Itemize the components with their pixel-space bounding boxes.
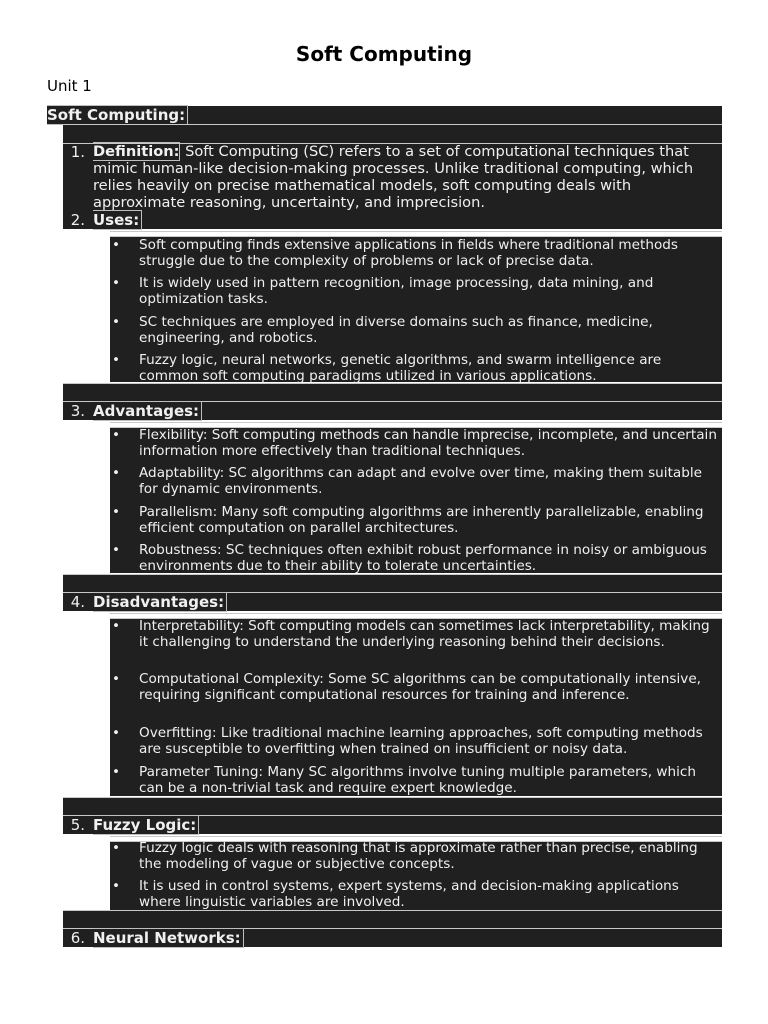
list-number: 1. <box>70 143 85 161</box>
divider <box>110 836 722 837</box>
bullet-icon: • <box>112 427 121 443</box>
spacer-band <box>63 383 722 401</box>
fuzzy-logic-label: Fuzzy Logic: <box>93 816 199 834</box>
list-number: 3. <box>70 402 85 420</box>
spacer-band <box>63 910 722 928</box>
bullet-icon: • <box>112 314 121 330</box>
uses-label: Uses: <box>93 211 142 229</box>
list-number: 2. <box>70 211 85 229</box>
disadvantages-label: Disadvantages: <box>93 593 227 611</box>
uses-heading-bar <box>63 211 722 229</box>
bullet-icon: • <box>112 878 121 894</box>
list-number: 4. <box>70 593 85 611</box>
definition-paragraph <box>93 143 722 211</box>
definition-text: Soft Computing (SC) refers to a set of computational techniques that mimic human-like decision-making processes. Unlike traditional computing, which relies heavily on precise mathematical models, soft computing deals with approximate reasoning, uncertainty, and imprecision. <box>93 143 694 211</box>
divider <box>110 231 722 232</box>
advantages-label: Advantages: <box>93 402 202 420</box>
divider <box>63 910 722 911</box>
section-heading <box>47 106 188 124</box>
divider <box>110 422 722 423</box>
list-number: 5. <box>70 816 85 834</box>
bullet-icon: • <box>112 671 121 687</box>
bullet-icon: • <box>112 725 121 741</box>
divider <box>63 574 722 575</box>
bullet-icon: • <box>112 764 121 780</box>
spacer-band <box>63 797 722 815</box>
unit-label: Unit 1 <box>47 77 92 95</box>
spacer-band <box>63 124 722 143</box>
bullet-icon: • <box>112 352 121 368</box>
bullet-icon: • <box>112 504 121 520</box>
section-heading-text: Soft Computing: <box>47 105 188 125</box>
bullet-icon: • <box>112 840 121 856</box>
bullet-icon: • <box>112 237 121 253</box>
bullet-icon: • <box>112 465 121 481</box>
spacer-band <box>63 574 722 592</box>
neural-networks-label: Neural Networks: <box>93 929 244 947</box>
divider <box>63 124 722 125</box>
list-number: 6. <box>70 929 85 947</box>
bullet-icon: • <box>112 542 121 558</box>
bullet-icon: • <box>112 618 121 634</box>
divider <box>110 613 722 614</box>
divider <box>63 383 722 384</box>
document-title: Soft Computing <box>295 42 473 66</box>
bullet-icon: • <box>112 275 121 291</box>
divider <box>63 797 722 798</box>
definition-label: Definition: <box>93 143 180 160</box>
